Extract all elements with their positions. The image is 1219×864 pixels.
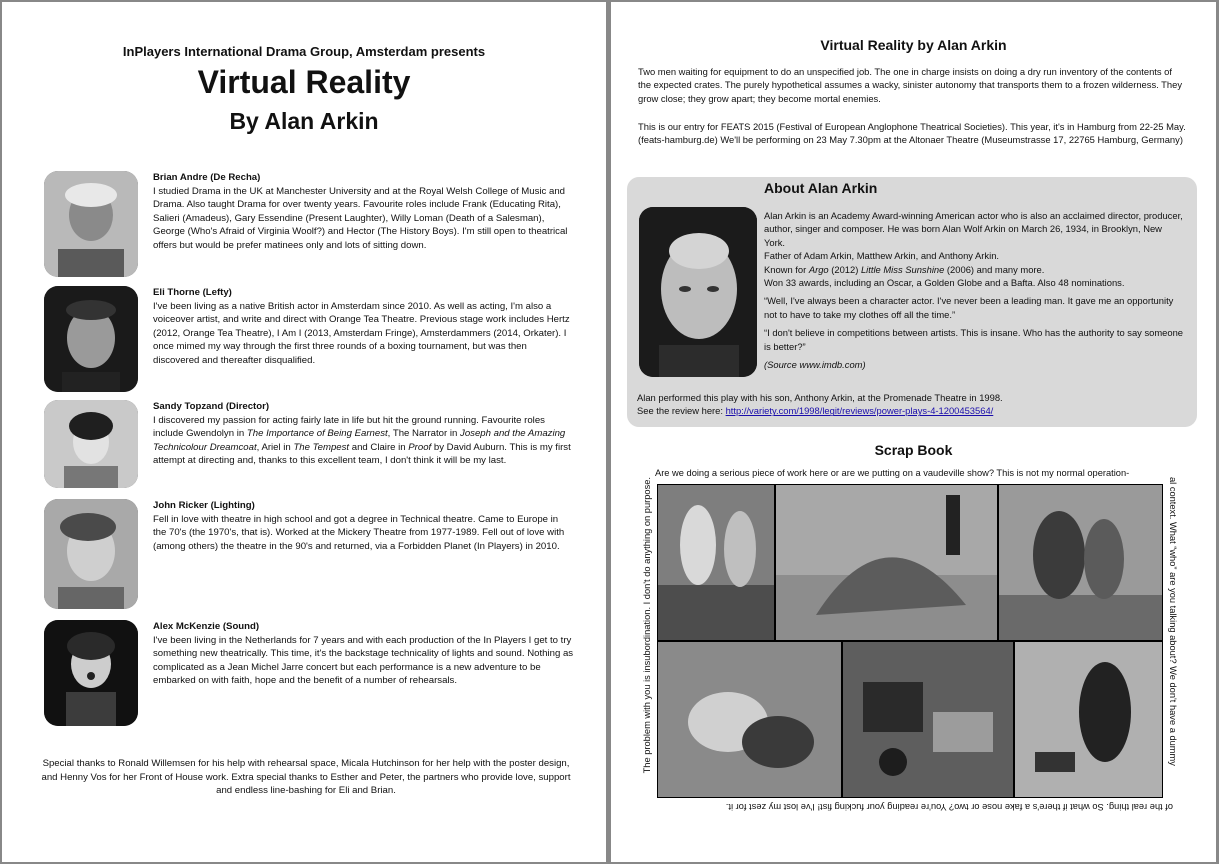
- scrapbook-title: Scrap Book: [874, 442, 953, 458]
- portrait-photo: [44, 171, 138, 277]
- quote-one: “Well, I've always been a character actor. I've never been a leading man. It gave me an opportunity not to have to take my clothes off all the time.”: [764, 295, 1174, 320]
- scrapbook: [639, 468, 1181, 812]
- portrait-photo: [44, 286, 138, 392]
- cast-entry: [44, 286, 574, 394]
- thanks-note: Special thanks to Ronald Willemsen for his help with rehearsal space, Micala Hutchinson for her help with the poster design, and Henny Vos for her Front of House work. Extra special thanks to Esther and Peter, the partners who provide love, support and endless line-bashing for Eli and Brian.: [41, 758, 571, 797]
- scrapbook-quote-bottom: of the real thing. So what if there's a fake nose or two? You're reading your fucking fist! I've lost my zest for it.: [725, 802, 1173, 812]
- quote-two: “I don't believe in competitions between artists. This is insane. Who has the authority to say someone is better?”: [764, 327, 1184, 352]
- cast-entry: [44, 499, 574, 609]
- cast-name: Brian Andre (De Recha): [153, 172, 261, 183]
- rehearsal-photo: [1015, 642, 1162, 797]
- rehearsal-photo: [999, 485, 1162, 640]
- cast-bio: I studied Drama in the UK at Manchester University and at the Royal Welsh College of Music and Drama. Also taught Drama for over twenty years. Favourite roles include Frank (Educating Rita), Salieri (Amadeus), Gary Essendine (Present Laughter), Willy Loman (Death of a Salesman), George (Who's Afraid of Virginia Woolf?) and Hector (The History Boys). I'm still open to theatrical offers but would be prefer matinees only and lots of sitting down.: [153, 185, 568, 251]
- play-title: Virtual Reality: [197, 64, 411, 100]
- page-title: Virtual Reality by Alan Arkin: [820, 37, 1007, 53]
- cast-name: Alex McKenzie (Sound): [153, 621, 260, 632]
- rehearsal-photo-grid: [657, 484, 1163, 798]
- festival-info: This is our entry for FEATS 2015 (Festival of European Anglophone Theatrical Societies). This year, it's in Hamburg from 22-25 May. (feats-hamburg.de) We'll be performing on 23 May 7.30pm at the Altonaer Theatre (Museumstrasse 17, 22765 Hamburg, Germany): [638, 121, 1186, 146]
- cast-bio: I've been living in the Netherlands for 7 years and with each production of the In Players I get to try something new theatrically. This time, it's the backstage technicality of lights and sound. Nothing as complicated as a Jean Michel Jarre concert but each performance is a new adventure to be embarked on with faith, hope and the benefit of a number of rehearsals.: [153, 634, 574, 687]
- synopsis: Two men waiting for equipment to do an unspecified job. The one in charge insists on doing a dry run inventory of the contents of the expected crates. The purely hypothetical assumes a wacky, sinister autonomy that transports them to a frozen wilderness. They grow close; they grow apart; they become mortal enemies.: [638, 66, 1183, 104]
- page-right: [611, 2, 1216, 862]
- rehearsal-photo: [843, 642, 1013, 797]
- byline: By Alan Arkin: [229, 108, 379, 134]
- portrait-photo: [44, 400, 138, 488]
- performed-note: Alan performed this play with his son, Anthony Arkin, at the Promenade Theatre in 1998.: [637, 392, 1003, 403]
- scrapbook-quote-top: Are we doing a serious piece of work here or are we putting on a vaudeville show? This is not my normal operation-: [655, 468, 1130, 478]
- scrapbook-quote-right: al context. What “who” are you talking about? We don't have a dummy: [1168, 477, 1178, 766]
- about-title: About Alan Arkin: [764, 180, 878, 196]
- cast-name: Sandy Topzand (Director): [153, 401, 270, 412]
- cast-entry: [44, 171, 574, 279]
- author-portrait: [639, 207, 757, 377]
- portrait-photo: [44, 620, 138, 726]
- review-link[interactable]: http://variety.com/1998/legit/reviews/power-plays-4-1200453564/: [725, 405, 994, 417]
- about-intro: Alan Arkin is an Academy Award-winning American actor who is also an acclaimed director, producer, author, singer and composer. He was born Alan Wolf Arkin on March 26, 1934, in Brooklyn, New York.: [764, 210, 1183, 248]
- about-known-for: Known for Argo (2012) Little Miss Sunshine (2006) and many more.: [764, 263, 1045, 275]
- presents-line: InPlayers International Drama Group, Amsterdam presents: [122, 44, 486, 59]
- cast-name: John Ricker (Lighting): [153, 500, 255, 511]
- scrapbook-quote-left: The problem with you is insubordination. I don't do anything on purpose.: [642, 477, 652, 774]
- portrait-photo: [44, 499, 138, 609]
- about-awards: Won 33 awards, including an Oscar, a Golden Globe and a Bafta. Also 48 nominations.: [764, 277, 1125, 289]
- rehearsal-photo: [658, 485, 774, 640]
- cast-bio: I discovered my passion for acting fairly late in life but hit the ground running. Favourite roles include Gwendolyn in The Importance of Being Earnest, The Narrator in Joseph and the Amazing Technicolour Dreamcoat, Ariel in The Tempest and Claire in Proof by David Auburn. This is my first attempt at directing and, thanks to this excellent team, I don't think it will be my last.: [153, 414, 571, 467]
- cast-bio: I've been living as a native British actor in Amsterdam since 2010. As well as acting, I'm also a voiceover artist, and write and direct with Orange Tea Theatre. Previous stage work includes Hertz (2012, Orange Tea Theatre), I Am I (2013, Amsterdam Fringe), Amsterdammers (2014, Orkater). I once mimed my way through the first three rounds of a boxing tournament, but was then discovered and thereafter disqualified.: [153, 300, 570, 366]
- review-line: See the review here: http://variety.com/1998/legit/reviews/power-plays-4-1200453564/: [637, 405, 994, 417]
- about-panel: [627, 177, 1197, 427]
- about-father: Father of Adam Arkin, Matthew Arkin, and Anthony Arkin.: [764, 250, 1000, 262]
- source-note: (Source www.imdb.com): [764, 359, 866, 371]
- rehearsal-photo: [776, 485, 997, 640]
- cast-bio: Fell in love with theatre in high school and got a degree in Technical theatre. Came to Europe in the 70's (the 1970's, that is). Worked at the Mickery Theatre from 1977-1989. Fell out of love with (among others) the theatre in the 90's and returned, via a Forbidden Planet (In Players) in 2010.: [153, 513, 565, 552]
- cast-name: Eli Thorne (Lefty): [153, 287, 232, 298]
- cast-entry: [44, 620, 574, 726]
- page-left: [2, 2, 606, 862]
- cast-entry: [44, 400, 574, 488]
- rehearsal-photo: [658, 642, 841, 797]
